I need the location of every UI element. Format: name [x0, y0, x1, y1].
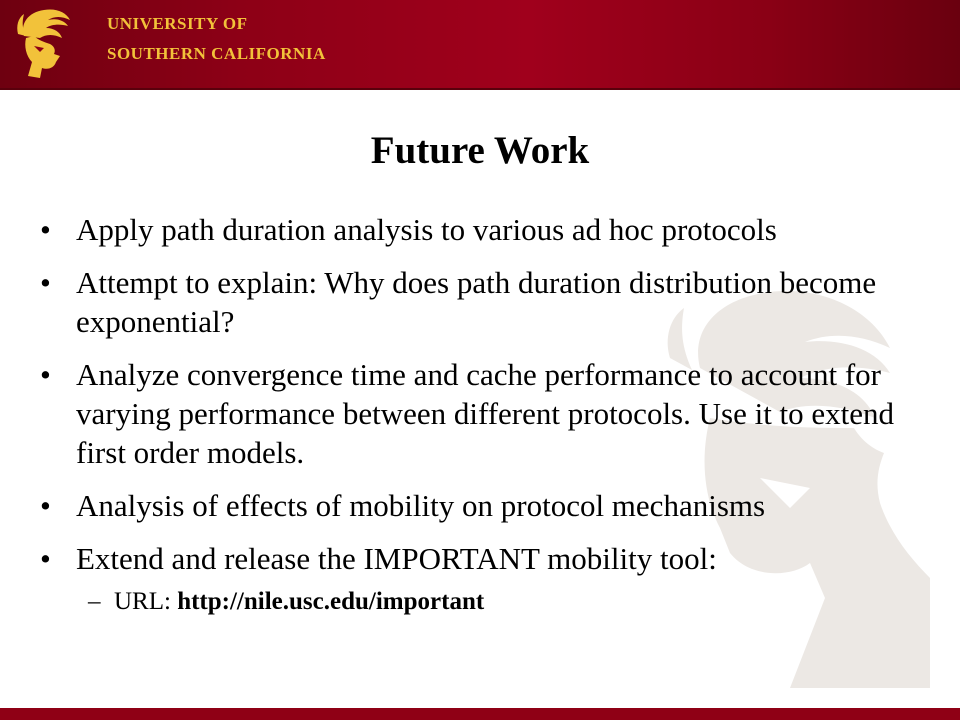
sub-bullet-dash: – [88, 588, 101, 615]
bullet-text: Apply path duration analysis to various ad hoc protocols [76, 212, 777, 247]
bullet-item [40, 263, 920, 341]
bullet-dot-icon: • [40, 357, 51, 392]
bullet-text: Analysis of effects of mobility on protocol mechanisms [76, 488, 766, 523]
bullet-dot-icon: • [40, 265, 51, 300]
sub-bullet-label: URL: [114, 588, 178, 615]
bullet-list [40, 210, 920, 618]
bullet-item [40, 539, 920, 578]
trojan-logo-icon [10, 6, 90, 82]
bullet-item [40, 486, 920, 525]
slide-title: Future Work [370, 129, 590, 172]
footer-bar [0, 708, 960, 720]
bullet-text: Analyze convergence time and cache performance to account for varying performance between different protocols. Use it to extend first order models. [76, 357, 895, 470]
header-banner [0, 0, 960, 90]
important-url-link[interactable]: http://nile.usc.edu/important [177, 588, 485, 615]
bullet-dot-icon: • [40, 541, 51, 576]
bullet-text: Attempt to explain: Why does path duration distribution become exponential? [76, 265, 877, 339]
bullet-dot-icon: • [40, 212, 51, 247]
bullet-item [40, 210, 920, 249]
university-name-line2: SOUTHERN CALIFORNIA [107, 44, 326, 63]
bullet-item [40, 355, 920, 472]
bullet-dot-icon: • [40, 488, 51, 523]
university-name-line1: UNIVERSITY OF [107, 14, 248, 33]
bullet-text: Extend and release the IMPORTANT mobility tool: [76, 541, 717, 576]
sub-bullet-item [40, 586, 920, 618]
